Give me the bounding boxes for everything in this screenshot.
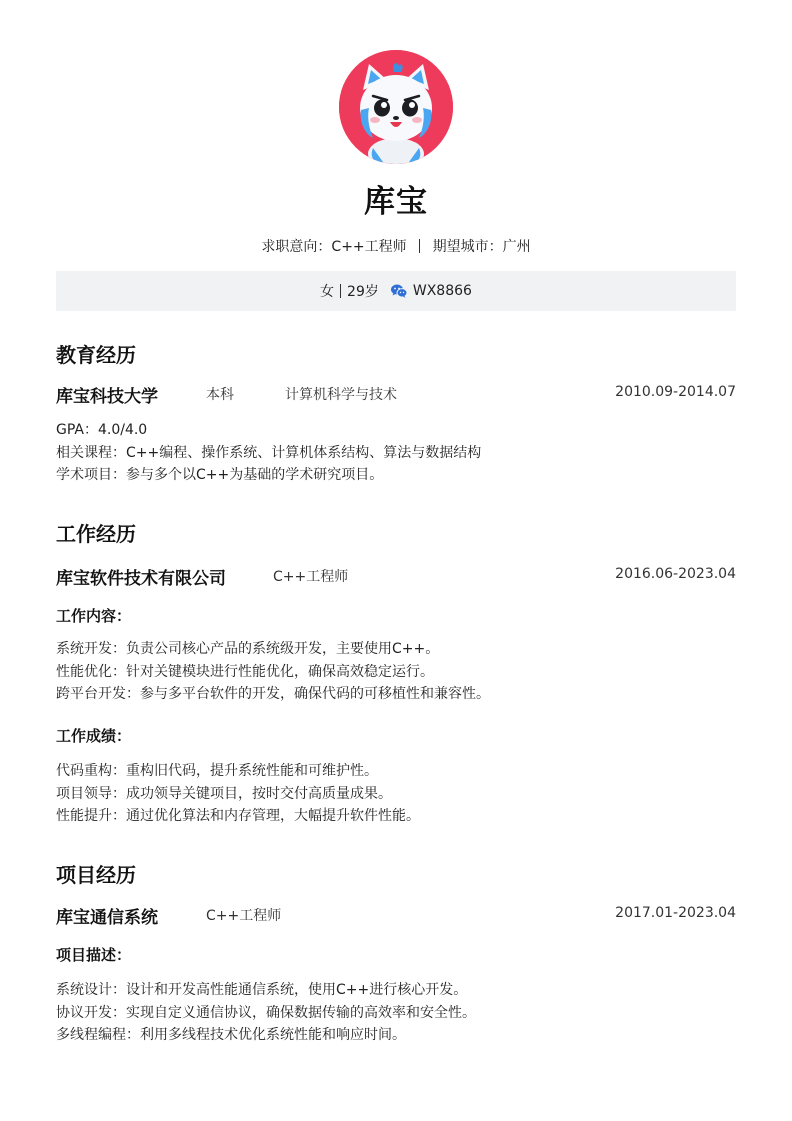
education-section-title: 教育经历: [56, 343, 136, 367]
age: 29岁: [347, 284, 379, 300]
work-achievement-title: 工作成绩：: [56, 727, 132, 745]
work-content-title: 工作内容：: [56, 607, 132, 625]
list-item: 性能优化：针对关键模块进行性能优化，确保高效稳定运行。: [56, 663, 434, 680]
list-item: 系统设计：设计和开发高性能通信系统，使用C++进行核心开发。: [56, 982, 468, 998]
wechat-icon: [391, 284, 407, 298]
project-entry: [56, 903, 736, 927]
list-item: 协议开发：实现自定义通信协议，确保数据传输的高效率和安全性。: [56, 1004, 476, 1021]
work-content-list: [56, 638, 736, 706]
project-name: 库宝通信系统: [56, 908, 158, 928]
work-role: C++工程师: [273, 569, 349, 585]
project-desc-title: 项目描述：: [56, 946, 132, 964]
list-item: 系统开发：负责公司核心产品的系统级开发，主要使用C++。: [56, 641, 440, 657]
company-name: 库宝软件技术有限公司: [56, 569, 226, 589]
work-entry: [56, 564, 736, 588]
list-item: 代码重构：重构旧代码，提升系统性能和可维护性。: [56, 763, 378, 779]
wechat-id: WX8866: [412, 283, 472, 299]
work-section-title: 工作经历: [56, 522, 136, 546]
degree: 本科: [206, 387, 234, 403]
project-section-title: 项目经历: [56, 863, 136, 887]
work-achievement-list: [56, 760, 736, 828]
list-item: 多线程编程：利用多线程技术优化系统性能和响应时间。: [56, 1027, 406, 1043]
list-item: 项目领导：成功领导关键项目，按时交付高质量成果。: [56, 785, 392, 802]
job-intent: [0, 236, 792, 256]
intent-label: 求职意向：C++工程师: [261, 239, 407, 255]
gender: 女: [320, 284, 335, 300]
cartoon-cat-avatar: [339, 50, 453, 164]
list-item: 跨平台开发：参与多平台软件的开发，确保代码的可移植性和兼容性。: [56, 686, 490, 702]
avatar: [339, 50, 453, 164]
project-date: 2017.01-2023.04: [615, 905, 736, 921]
education-entry: [56, 382, 736, 406]
project-desc-list: [56, 979, 736, 1047]
school-name: 库宝科技大学: [56, 387, 158, 407]
education-date: 2010.09-2014.07: [615, 384, 736, 400]
list-item: GPA：4.0/4.0: [56, 422, 148, 438]
education-details: [56, 419, 736, 487]
basic-info-bar: [56, 271, 736, 311]
divider: [419, 239, 420, 253]
list-item: 性能提升：通过优化算法和内存管理，大幅提升软件性能。: [56, 808, 420, 824]
project-role: C++工程师: [206, 908, 282, 924]
work-date: 2016.06-2023.04: [615, 566, 736, 582]
candidate-name: 库宝: [364, 184, 428, 220]
list-item: 相关课程：C++编程、操作系统、计算机体系结构、算法与数据结构: [56, 444, 482, 461]
city-label: 期望城市：广州: [432, 239, 531, 255]
major: 计算机科学与技术: [285, 387, 397, 403]
list-item: 学术项目：参与多个以C++为基础的学术研究项目。: [56, 467, 384, 483]
divider: [340, 284, 341, 298]
